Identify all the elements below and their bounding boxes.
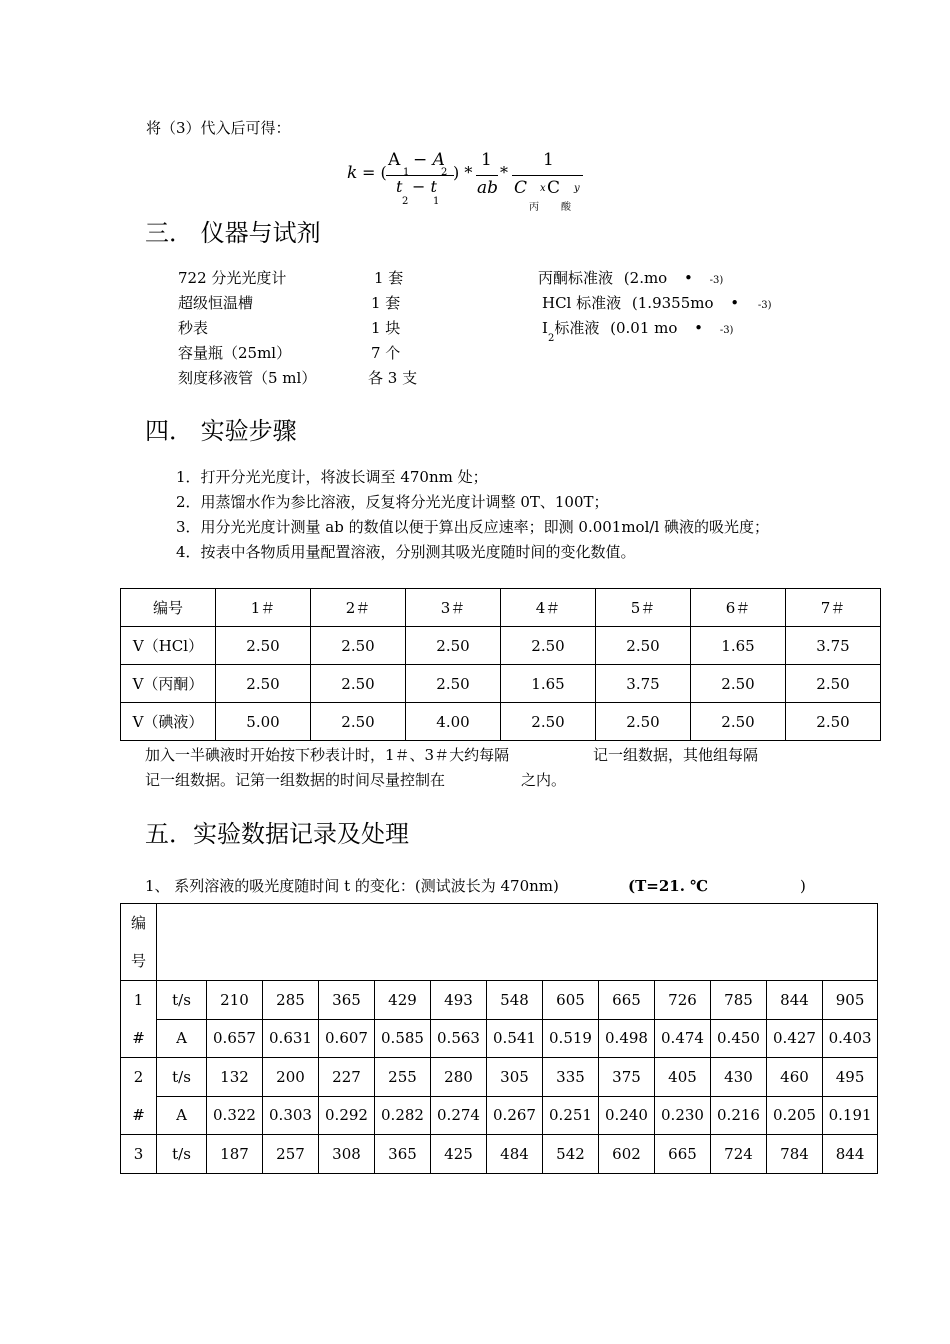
fraction-bar-1 [386,175,454,176]
table-row [121,1135,878,1174]
table-cell: 2.50 [311,665,406,703]
reagent-value: (0.01 mo [610,319,678,337]
table-cell: 2.50 [786,665,881,703]
row-label: t/s [157,981,207,1020]
formula-k: k [347,163,358,183]
table-cell: 187 [207,1135,263,1174]
table-cell: 2.50 [691,703,786,741]
formula-f3-num: 1 [543,150,554,170]
table-cell: 0.205 [767,1096,823,1135]
table-cell: 280 [431,1058,487,1097]
table-cell: 1.65 [501,665,596,703]
table-cell: 844 [767,981,823,1020]
table-header-row [121,589,881,627]
absorbance-table [120,903,878,1174]
group-number [121,1058,157,1135]
table-cell: 0.585 [375,1019,431,1058]
table-cell: 665 [655,1135,711,1174]
step-item: 4．按表中各物质用量配置溶液，分别测其吸光度随时间的变化数值。 [176,543,636,561]
row-label: A [157,1096,207,1135]
instrument-name: 容量瓶（25ml） [178,344,292,362]
reagent-name: 丙酮标准液 [538,269,614,287]
table-cell: 2.50 [216,627,311,665]
instrument-qty: 1 块 [371,319,401,337]
step-item: 3．用分光光度计测量 ab 的数值以便于算出反应速率；即测 0.001mol/l 碘液的吸光度； [176,518,770,536]
header-char: 号 [130,952,146,970]
table-cell: 0.230 [655,1096,711,1135]
table-cell: 665 [599,981,655,1020]
table-cell: 548 [487,981,543,1020]
table-cell: 2.50 [311,627,406,665]
table-cell: 3.75 [596,665,691,703]
table-row [121,1058,878,1097]
instrument-name: 秒表 [178,319,209,337]
formula-sub2: 2 [441,167,448,178]
group-number-char: # [132,1106,145,1124]
table-row [121,1019,878,1058]
step-item: 2．用蒸馏水作为参比溶液，反复将分光光度计调整 0T、100T； [176,493,609,511]
table-cell: 305 [487,1058,543,1097]
reagent-dot: • [730,294,740,312]
row-label: A [157,1019,207,1058]
table-cell: 0.403 [823,1019,878,1058]
table-header-row [121,904,878,981]
table-cell: 0.274 [431,1096,487,1135]
section5-subtitle: 1、 系列溶液的吸光度随时间 t 的变化：(测试波长为 470nm) [145,877,559,895]
reagent-sub: 2 [547,333,555,344]
instrument-qty: 7 个 [371,344,401,362]
table-cell: 0.240 [599,1096,655,1135]
group-number-char: # [132,1029,145,1047]
group-number-char: 3 [133,1145,144,1163]
table-cell: 0.519 [543,1019,599,1058]
formula-minus-a: − A [413,150,445,170]
reagent-iodine [542,318,734,344]
formula-f2-den: ab [477,178,499,198]
group-label-header [121,904,157,981]
intro-line: 将（3）代入后可得： [146,119,291,137]
formula-f3-x: x [540,183,546,194]
temperature-close: ) [800,877,806,895]
table-cell: 365 [319,981,375,1020]
table-cell: 425 [431,1135,487,1174]
table-cell: 0.450 [711,1019,767,1058]
step-item: 1．打开分光光度计，将波长调至 470nm 处； [176,468,488,486]
header-char: 编 [130,914,146,932]
table-cell: 0.541 [487,1019,543,1058]
formula-eq: = ( [362,163,387,182]
reagent-volume-table [120,588,881,741]
table-cell: 0.322 [207,1096,263,1135]
table-cell: 905 [823,981,878,1020]
formula-f3-c: C [514,178,528,198]
fraction-bar-2 [476,175,498,176]
table-cell: 2.50 [216,665,311,703]
table-cell: 0.657 [207,1019,263,1058]
formula-den-sub2: 2 [402,196,409,207]
table-cell: 1.65 [691,627,786,665]
row-label: V（碘液） [121,703,216,741]
formula-sub1: 1 [403,167,410,178]
table-cell: 2.50 [406,665,501,703]
table-cell: 460 [767,1058,823,1097]
table-cell: 255 [375,1058,431,1097]
table-cell: 210 [207,981,263,1020]
reagent-name2: 标准液 [554,319,600,337]
table-cell: 3.75 [786,627,881,665]
table-cell: 785 [711,981,767,1020]
header-cell: 编号 [121,589,216,627]
table-cell: 2.50 [596,703,691,741]
table-cell: 0.292 [319,1096,375,1135]
header-cell: 7＃ [786,589,881,627]
table-cell: 5.00 [216,703,311,741]
formula-a1: A [388,150,401,170]
table-cell: 0.216 [711,1096,767,1135]
table-cell: 429 [375,981,431,1020]
instrument-qty: 1 套 [374,269,404,287]
table-cell: 602 [599,1135,655,1174]
table-cell: 200 [263,1058,319,1097]
group-number [121,1135,157,1174]
table-cell: 2.50 [406,627,501,665]
table-cell: 0.282 [375,1096,431,1135]
header-cell: 5＃ [596,589,691,627]
header-cell: 4＃ [501,589,596,627]
table-cell: 2.50 [501,703,596,741]
formula-t: t [396,177,403,196]
table-cell: 0.191 [823,1096,878,1135]
header-cell: 6＃ [691,589,786,627]
group-number-char: 2 [133,1068,144,1086]
table-cell: 375 [599,1058,655,1097]
formula-sub-bing: 丙 [529,202,539,213]
table-cell: 227 [319,1058,375,1097]
formula-sub-suan: 酸 [561,202,571,213]
header-cell: 1＃ [216,589,311,627]
table-row [121,665,881,703]
reagent-exp: -3) [709,275,724,286]
reagent-value: (2.mo [623,269,668,287]
section5-title: 五．实验数据记录及处理 [145,820,409,848]
table-cell: 0.267 [487,1096,543,1135]
reagent-dot: • [694,319,704,337]
table-row [121,1096,878,1135]
formula-minus-t: − t [412,177,437,196]
table-cell: 0.563 [431,1019,487,1058]
temperature: (T=21. ℃ [628,877,709,895]
table-cell: 4.00 [406,703,501,741]
note-line2a: 记一组数据。记第一组数据的时间尽量控制在 [145,771,446,789]
section4-title: 四． 实验步骤 [145,417,297,445]
table-cell: 308 [319,1135,375,1174]
instrument-name: 722 分光光度计 [178,269,287,287]
table-cell: 2.50 [691,665,786,703]
table-cell: 724 [711,1135,767,1174]
header-cell: 3＃ [406,589,501,627]
table-cell: 726 [655,981,711,1020]
table-cell: 0.474 [655,1019,711,1058]
table-cell: 257 [263,1135,319,1174]
table-cell: 605 [543,981,599,1020]
reagent-name: HCl 标准液 [542,294,622,312]
note-line2b: 之内。 [521,771,567,789]
table-cell: 430 [711,1058,767,1097]
formula-f3-C: C [547,178,561,198]
note-line1b: 记一组数据，其他组每隔 [593,746,759,764]
table-row [121,703,881,741]
table-cell: 365 [375,1135,431,1174]
table-cell: 2.50 [786,703,881,741]
row-label: V（丙酮） [121,665,216,703]
instrument-name: 刻度移液管（5 ml） [178,369,317,387]
row-label: t/s [157,1135,207,1174]
table-cell: 285 [263,981,319,1020]
reagent-name: I [542,319,548,337]
formula-f2-num: 1 [481,150,492,170]
row-label: t/s [157,1058,207,1097]
group-number [121,981,157,1058]
reagent-hcl [542,293,772,316]
table-cell: 0.251 [543,1096,599,1135]
table-cell: 2.50 [311,703,406,741]
reagent-exp: -3) [719,325,734,336]
group-number-char: 1 [133,991,144,1009]
table-cell: 335 [543,1058,599,1097]
table-cell: 405 [655,1058,711,1097]
reagent-acetone [538,268,723,291]
instrument-qty: 各 3 支 [368,369,418,387]
table-cell: 0.607 [319,1019,375,1058]
reagent-exp: -3) [757,300,772,311]
formula-close: ) * [453,163,473,182]
reagent-dot: • [684,269,693,287]
section3-title: 三． 仪器与试剂 [145,219,321,247]
header-cell: 2＃ [311,589,406,627]
table-cell: 0.631 [263,1019,319,1058]
header-empty [157,904,878,981]
table-cell: 0.498 [599,1019,655,1058]
formula-den-sub1: 1 [433,196,440,207]
table-cell: 493 [431,981,487,1020]
table-cell: 0.427 [767,1019,823,1058]
table-row [121,627,881,665]
table-cell: 784 [767,1135,823,1174]
table-cell: 2.50 [596,627,691,665]
table-cell: 484 [487,1135,543,1174]
table-cell: 542 [543,1135,599,1174]
table-cell: 132 [207,1058,263,1097]
row-label: V（HCl） [121,627,216,665]
table-cell: 0.303 [263,1096,319,1135]
formula-star2: * [500,163,508,182]
table-cell: 2.50 [501,627,596,665]
reagent-value: (1.9355mo [631,294,714,312]
formula-f3-y: y [574,183,580,194]
instrument-qty: 1 套 [371,294,401,312]
fraction-bar-3 [512,175,583,176]
table-cell: 844 [823,1135,878,1174]
instrument-name: 超级恒温槽 [178,294,254,312]
table-row [121,981,878,1020]
note-line1a: 加入一半碘液时开始按下秒表计时，1＃、3＃大约每隔 [145,746,510,764]
table-cell: 495 [823,1058,878,1097]
